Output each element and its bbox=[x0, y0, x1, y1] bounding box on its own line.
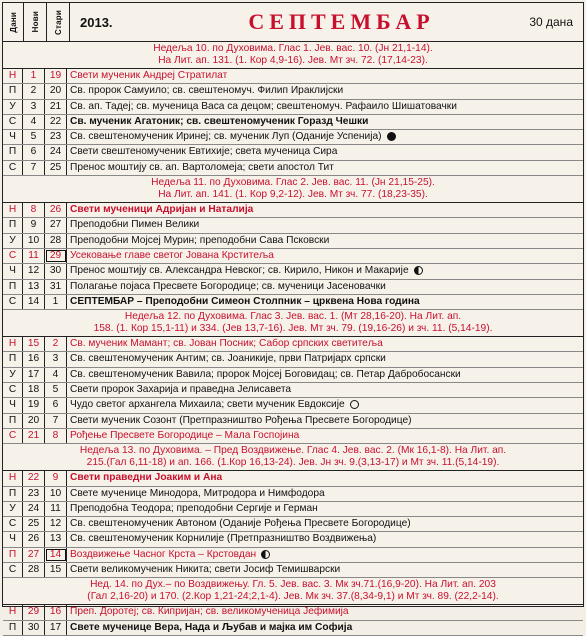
new-date-cell: 21 bbox=[23, 429, 45, 443]
feast-label: Св. ап. Тадеј; св. мученица Васа са децом; свештеномуч. Рафаило Шишатовачки bbox=[70, 100, 457, 112]
day-row bbox=[3, 517, 583, 532]
weekday-cell: П bbox=[3, 487, 23, 501]
weekday-cell: У bbox=[3, 234, 23, 248]
old-date-cell: 9 bbox=[45, 471, 67, 485]
weekday-cell: П bbox=[3, 352, 23, 366]
feast-text bbox=[67, 295, 583, 309]
feast-text bbox=[67, 145, 583, 159]
day-row bbox=[3, 115, 583, 130]
feast-text bbox=[67, 249, 583, 263]
day-row bbox=[3, 337, 583, 352]
new-date-cell: 2 bbox=[23, 84, 45, 98]
weekday-cell: У bbox=[3, 368, 23, 382]
day-row bbox=[3, 218, 583, 233]
old-date-cell: 10 bbox=[45, 487, 67, 501]
old-date-cell: 15 bbox=[45, 563, 67, 577]
reading-line: 158. (1. Кор 15,1-11) и 334. (Јев 13,7-16). Јев. Мт зч. 79. (19,16-26) и зч. 11. (5,14-19). bbox=[93, 323, 493, 335]
feast-text bbox=[67, 414, 583, 428]
day-row bbox=[3, 471, 583, 486]
new-date-cell: 4 bbox=[23, 115, 45, 129]
old-date-cell: 25 bbox=[45, 161, 67, 175]
calendar-body bbox=[3, 42, 583, 636]
feast-label: Св. пророк Самуило; св. свештеномуч. Филип Ираклијски bbox=[70, 85, 344, 97]
old-date-cell: 24 bbox=[45, 145, 67, 159]
day-row bbox=[3, 383, 583, 398]
weekday-cell: С bbox=[3, 563, 23, 577]
old-date-cell: 21 bbox=[45, 100, 67, 114]
day-row bbox=[3, 621, 583, 636]
day-row bbox=[3, 295, 583, 310]
header-main bbox=[70, 3, 583, 41]
feast-text bbox=[67, 398, 583, 412]
old-date-cell: 20 bbox=[45, 84, 67, 98]
weekday-cell: У bbox=[3, 502, 23, 516]
new-date-cell: 3 bbox=[23, 100, 45, 114]
old-date-cell: 13 bbox=[45, 532, 67, 546]
weekday-cell: Н bbox=[3, 203, 23, 217]
day-row bbox=[3, 532, 583, 547]
feast-label: Св. свештеномученик Автоном (Оданије Рођења Пресвете Богородице) bbox=[70, 518, 411, 530]
feast-label: Преподобни Пимен Велики bbox=[70, 219, 200, 231]
new-date-cell: 25 bbox=[23, 517, 45, 531]
calendar-header bbox=[3, 3, 583, 42]
day-row bbox=[3, 234, 583, 249]
feast-text bbox=[67, 69, 583, 83]
feast-text bbox=[67, 234, 583, 248]
new-date-cell: 17 bbox=[23, 368, 45, 382]
new-date-cell: 23 bbox=[23, 487, 45, 501]
old-date-cell: 28 bbox=[45, 234, 67, 248]
feast-text bbox=[67, 161, 583, 175]
reading-line: Недеља 11. по Духовима. Глас 2. Јев. вас. 11. (Јн 21,15-25). bbox=[151, 177, 435, 189]
day-row bbox=[3, 563, 583, 578]
weekday-cell: Н bbox=[3, 337, 23, 351]
feast-label: Преп. Доротеј; св. Кипријан; св. великомученица Јефимија bbox=[70, 606, 349, 618]
day-row bbox=[3, 84, 583, 99]
feast-text bbox=[67, 548, 583, 562]
feast-text bbox=[67, 517, 583, 531]
old-date-cell: 12 bbox=[45, 517, 67, 531]
feast-label: Преподобни Мојсеј Мурин; преподобни Сава Псковски bbox=[70, 234, 330, 246]
day-row bbox=[3, 145, 583, 160]
old-date-cell: 14 bbox=[45, 548, 67, 562]
reading-line: Недеља 10. по Духовима. Глас 1. Јев. вас. 10. (Јн 21,1-14). bbox=[153, 43, 433, 54]
old-date-cell: 7 bbox=[45, 414, 67, 428]
day-row bbox=[3, 487, 583, 502]
weekday-cell: С bbox=[3, 429, 23, 443]
old-date-cell: 31 bbox=[45, 280, 67, 294]
day-row bbox=[3, 398, 583, 413]
feast-text bbox=[67, 383, 583, 397]
feast-label: Усековање главе светог Јована Крститеља bbox=[70, 249, 274, 261]
feast-label: Чудо светог архангела Михаила; свети мученик Евдоксије bbox=[70, 399, 345, 411]
day-row bbox=[3, 352, 583, 367]
feast-label: Св. свештеномученик Иринеј; св. мученик Луп (Оданије Успенија) bbox=[70, 131, 382, 143]
old-date-cell: 1 bbox=[45, 295, 67, 309]
new-date-cell: 19 bbox=[23, 398, 45, 412]
month-title: СЕПТЕМБАР bbox=[248, 9, 435, 34]
new-date-cell: 22 bbox=[23, 471, 45, 485]
new-date-cell: 26 bbox=[23, 532, 45, 546]
weekday-cell: Н bbox=[3, 69, 23, 83]
old-date-cell: 29 bbox=[45, 249, 67, 263]
moon-phase-icon bbox=[261, 550, 270, 559]
feast-text bbox=[67, 471, 583, 485]
feast-label: Пренос моштију св. ап. Вартоломеја; свети апостол Тит bbox=[70, 161, 334, 173]
header-days bbox=[3, 3, 24, 41]
feast-text bbox=[67, 115, 583, 129]
new-date-cell: 18 bbox=[23, 383, 45, 397]
week-reading-header bbox=[3, 176, 583, 203]
old-date-cell: 5 bbox=[45, 383, 67, 397]
feast-text bbox=[67, 203, 583, 217]
feast-label: Свети мученик Созонт (Претпразништво Рођења Пресвете Богородице) bbox=[70, 414, 412, 426]
old-date-cell: 4 bbox=[45, 368, 67, 382]
feast-text bbox=[67, 84, 583, 98]
header-new bbox=[24, 3, 47, 41]
old-date-cell: 3 bbox=[45, 352, 67, 366]
old-date-cell: 16 bbox=[45, 605, 67, 619]
new-date-cell: 14 bbox=[23, 295, 45, 309]
new-date-cell: 7 bbox=[23, 161, 45, 175]
day-row bbox=[3, 605, 583, 620]
reading-line: Недеља 13. по Духовима. – Пред Воздвижење. Глас 4. Јев. вас. 2. (Мк 16,1-8). На Лит. ап. bbox=[79, 445, 507, 457]
feast-label: СЕПТЕМБАР – Преподобни Симеон Столпник – црквена Нова година bbox=[70, 295, 420, 307]
weekday-cell: П bbox=[3, 145, 23, 159]
new-date-cell: 5 bbox=[23, 130, 45, 144]
moon-phase-icon bbox=[387, 132, 396, 141]
day-row bbox=[3, 130, 583, 145]
day-row bbox=[3, 249, 583, 264]
day-row bbox=[3, 203, 583, 218]
reading-line: (Гал 2,16-20) и 170. (2.Кор 1,21-24;2,1-4). Јев. Мк зч. 37.(8,34-9,1) и Мт зч. 89. (22,2-14). bbox=[87, 591, 499, 603]
new-date-cell: 9 bbox=[23, 218, 45, 232]
feast-label: Св. мученик Агатоник; св. свештеномученик Горазд Чешки bbox=[70, 115, 369, 127]
feast-label: Св. мученик Мамант; св. Јован Посник; Сабор српских светитеља bbox=[70, 338, 383, 350]
calendar bbox=[2, 2, 584, 633]
old-date-cell: 22 bbox=[45, 115, 67, 129]
weekday-cell: С bbox=[3, 115, 23, 129]
day-row bbox=[3, 69, 583, 84]
weekday-cell: П bbox=[3, 621, 23, 635]
feast-text bbox=[67, 429, 583, 443]
old-date-cell: 17 bbox=[45, 621, 67, 635]
feast-label: Полагање појаса Пресвете Богородице; св. мученици Јасеновачки bbox=[70, 280, 386, 292]
moon-phase-icon bbox=[350, 400, 359, 409]
old-date-cell: 11 bbox=[45, 502, 67, 516]
feast-text bbox=[67, 218, 583, 232]
day-row bbox=[3, 502, 583, 517]
weekday-cell: С bbox=[3, 249, 23, 263]
header-old bbox=[47, 3, 70, 41]
weekday-cell: П bbox=[3, 280, 23, 294]
feast-text bbox=[67, 563, 583, 577]
feast-label: Свети мученици Адријан и Наталија bbox=[70, 204, 254, 216]
new-date-cell: 10 bbox=[23, 234, 45, 248]
weekday-cell: С bbox=[3, 383, 23, 397]
days-count: 30 дана bbox=[529, 15, 573, 29]
day-row bbox=[3, 161, 583, 176]
header-new-label: Нови bbox=[30, 11, 40, 33]
new-date-cell: 29 bbox=[23, 605, 45, 619]
feast-label: Преподобна Теодора; преподобни Сергије и Герман bbox=[70, 502, 318, 514]
old-date-cell: 19 bbox=[45, 69, 67, 83]
header-old-label: Стари bbox=[53, 9, 63, 35]
feast-label: Свети праведни Јоаким и Ана bbox=[70, 472, 223, 484]
year: 2013. bbox=[80, 14, 113, 30]
feast-label: Свети пророк Захарија и праведна Јелисавета bbox=[70, 384, 292, 396]
reading-line: Нед. 14. по Дух.– по Воздвижењу. Гл. 5. Јев. вас. 3. Мк зч.71.(16,9-20). На Лит. ап. 203 bbox=[90, 579, 496, 591]
old-date-cell: 23 bbox=[45, 130, 67, 144]
new-date-cell: 24 bbox=[23, 502, 45, 516]
feast-text bbox=[67, 621, 583, 635]
weekday-cell: Ч bbox=[3, 398, 23, 412]
weekday-cell: П bbox=[3, 218, 23, 232]
week-reading-header bbox=[3, 444, 583, 471]
old-date-cell: 2 bbox=[45, 337, 67, 351]
new-date-cell: 27 bbox=[23, 548, 45, 562]
feast-text bbox=[67, 352, 583, 366]
new-date-cell: 28 bbox=[23, 563, 45, 577]
weekday-cell: С bbox=[3, 161, 23, 175]
weekday-cell: Ч bbox=[3, 264, 23, 278]
new-date-cell: 6 bbox=[23, 145, 45, 159]
feast-label: Свети мученик Андреј Стратилат bbox=[70, 70, 228, 81]
new-date-cell: 11 bbox=[23, 249, 45, 263]
reading-line: На Лит. ап. 141. (1. Кор 9,2-12). Јев. Мт зч. 77. (18,23-35). bbox=[158, 189, 428, 201]
weekday-cell: У bbox=[3, 100, 23, 114]
feast-text bbox=[67, 532, 583, 546]
feast-label: Свете мученице Вера, Нада и Љубав и мајка им Софија bbox=[70, 621, 353, 633]
new-date-cell: 8 bbox=[23, 203, 45, 217]
weekday-cell: Н bbox=[3, 471, 23, 485]
feast-text bbox=[67, 605, 583, 619]
new-date-cell: 13 bbox=[23, 280, 45, 294]
old-date-cell: 30 bbox=[45, 264, 67, 278]
new-date-cell: 30 bbox=[23, 621, 45, 635]
weekday-cell: Н bbox=[3, 605, 23, 619]
feast-text bbox=[67, 337, 583, 351]
feast-label: Св. свештеномученик Вавила; пророк Мојсеј Боговидац; св. Петар Дабробосански bbox=[70, 368, 461, 380]
reading-line: На Лит. ап. 131. (1. Кор 4,9-16). Јев. Мт зч. 72. (17,14-23). bbox=[158, 55, 428, 66]
old-date-cell: 27 bbox=[45, 218, 67, 232]
old-date-cell: 6 bbox=[45, 398, 67, 412]
day-row bbox=[3, 280, 583, 295]
feast-label: Свети великомученик Никита; свети Јосиф Темишварски bbox=[70, 564, 341, 576]
week-reading-header bbox=[3, 42, 583, 69]
new-date-cell: 16 bbox=[23, 352, 45, 366]
feast-label: Рођење Пресвете Богородице – Мала Госпојина bbox=[70, 429, 300, 441]
feast-text bbox=[67, 487, 583, 501]
day-row bbox=[3, 548, 583, 563]
weekday-cell: Ч bbox=[3, 130, 23, 144]
day-row bbox=[3, 100, 583, 115]
new-date-cell: 12 bbox=[23, 264, 45, 278]
feast-label: Пренос моштију св. Александра Невског; св. Кирило, Никон и Макарије bbox=[70, 265, 409, 277]
weekday-cell: С bbox=[3, 295, 23, 309]
weekday-cell: Ч bbox=[3, 532, 23, 546]
day-row bbox=[3, 264, 583, 279]
weekday-cell: С bbox=[3, 517, 23, 531]
new-date-cell: 15 bbox=[23, 337, 45, 351]
reading-line: Недеља 12. по Духовима. Глас 3. Јев. вас. 1. (Мт 28,16-20). На Лит. ап. bbox=[124, 311, 462, 323]
reading-line: 215.(Гал 6,11-18) и ап. 166. (1.Кор 16,13-24). Јев. Јн зч. 9.(3,13-17) и Мт зч. 11.(5,14-19). bbox=[86, 457, 500, 469]
new-date-cell: 20 bbox=[23, 414, 45, 428]
weekday-cell: П bbox=[3, 84, 23, 98]
feast-text bbox=[67, 264, 583, 278]
old-date-cell: 8 bbox=[45, 429, 67, 443]
feast-text bbox=[67, 100, 583, 114]
feast-text bbox=[67, 368, 583, 382]
new-date-cell: 1 bbox=[23, 69, 45, 83]
moon-phase-icon bbox=[414, 266, 423, 275]
day-row bbox=[3, 414, 583, 429]
feast-label: Воздвижење Часног Крста – Крстовдан bbox=[70, 548, 257, 560]
feast-text bbox=[67, 502, 583, 516]
week-reading-header bbox=[3, 310, 583, 337]
feast-text bbox=[67, 130, 583, 144]
week-reading-header bbox=[3, 578, 583, 605]
feast-text bbox=[67, 280, 583, 294]
weekday-cell: П bbox=[3, 548, 23, 562]
header-days-label: Дани bbox=[8, 11, 18, 33]
weekday-cell: П bbox=[3, 414, 23, 428]
feast-label: Св. свештеномученик Антим; св. Јоаникије, први Патријарх српски bbox=[70, 353, 386, 365]
day-row bbox=[3, 368, 583, 383]
day-row bbox=[3, 429, 583, 444]
feast-label: Свете мученице Минодора, Митродора и Нимфодора bbox=[70, 487, 325, 499]
feast-label: Св. свештеномученик Корнилије (Претпразништво Воздвижења) bbox=[70, 533, 377, 545]
feast-label: Свети свештеномученик Евтихије; света мученица Сира bbox=[70, 146, 338, 158]
old-date-cell: 26 bbox=[45, 203, 67, 217]
